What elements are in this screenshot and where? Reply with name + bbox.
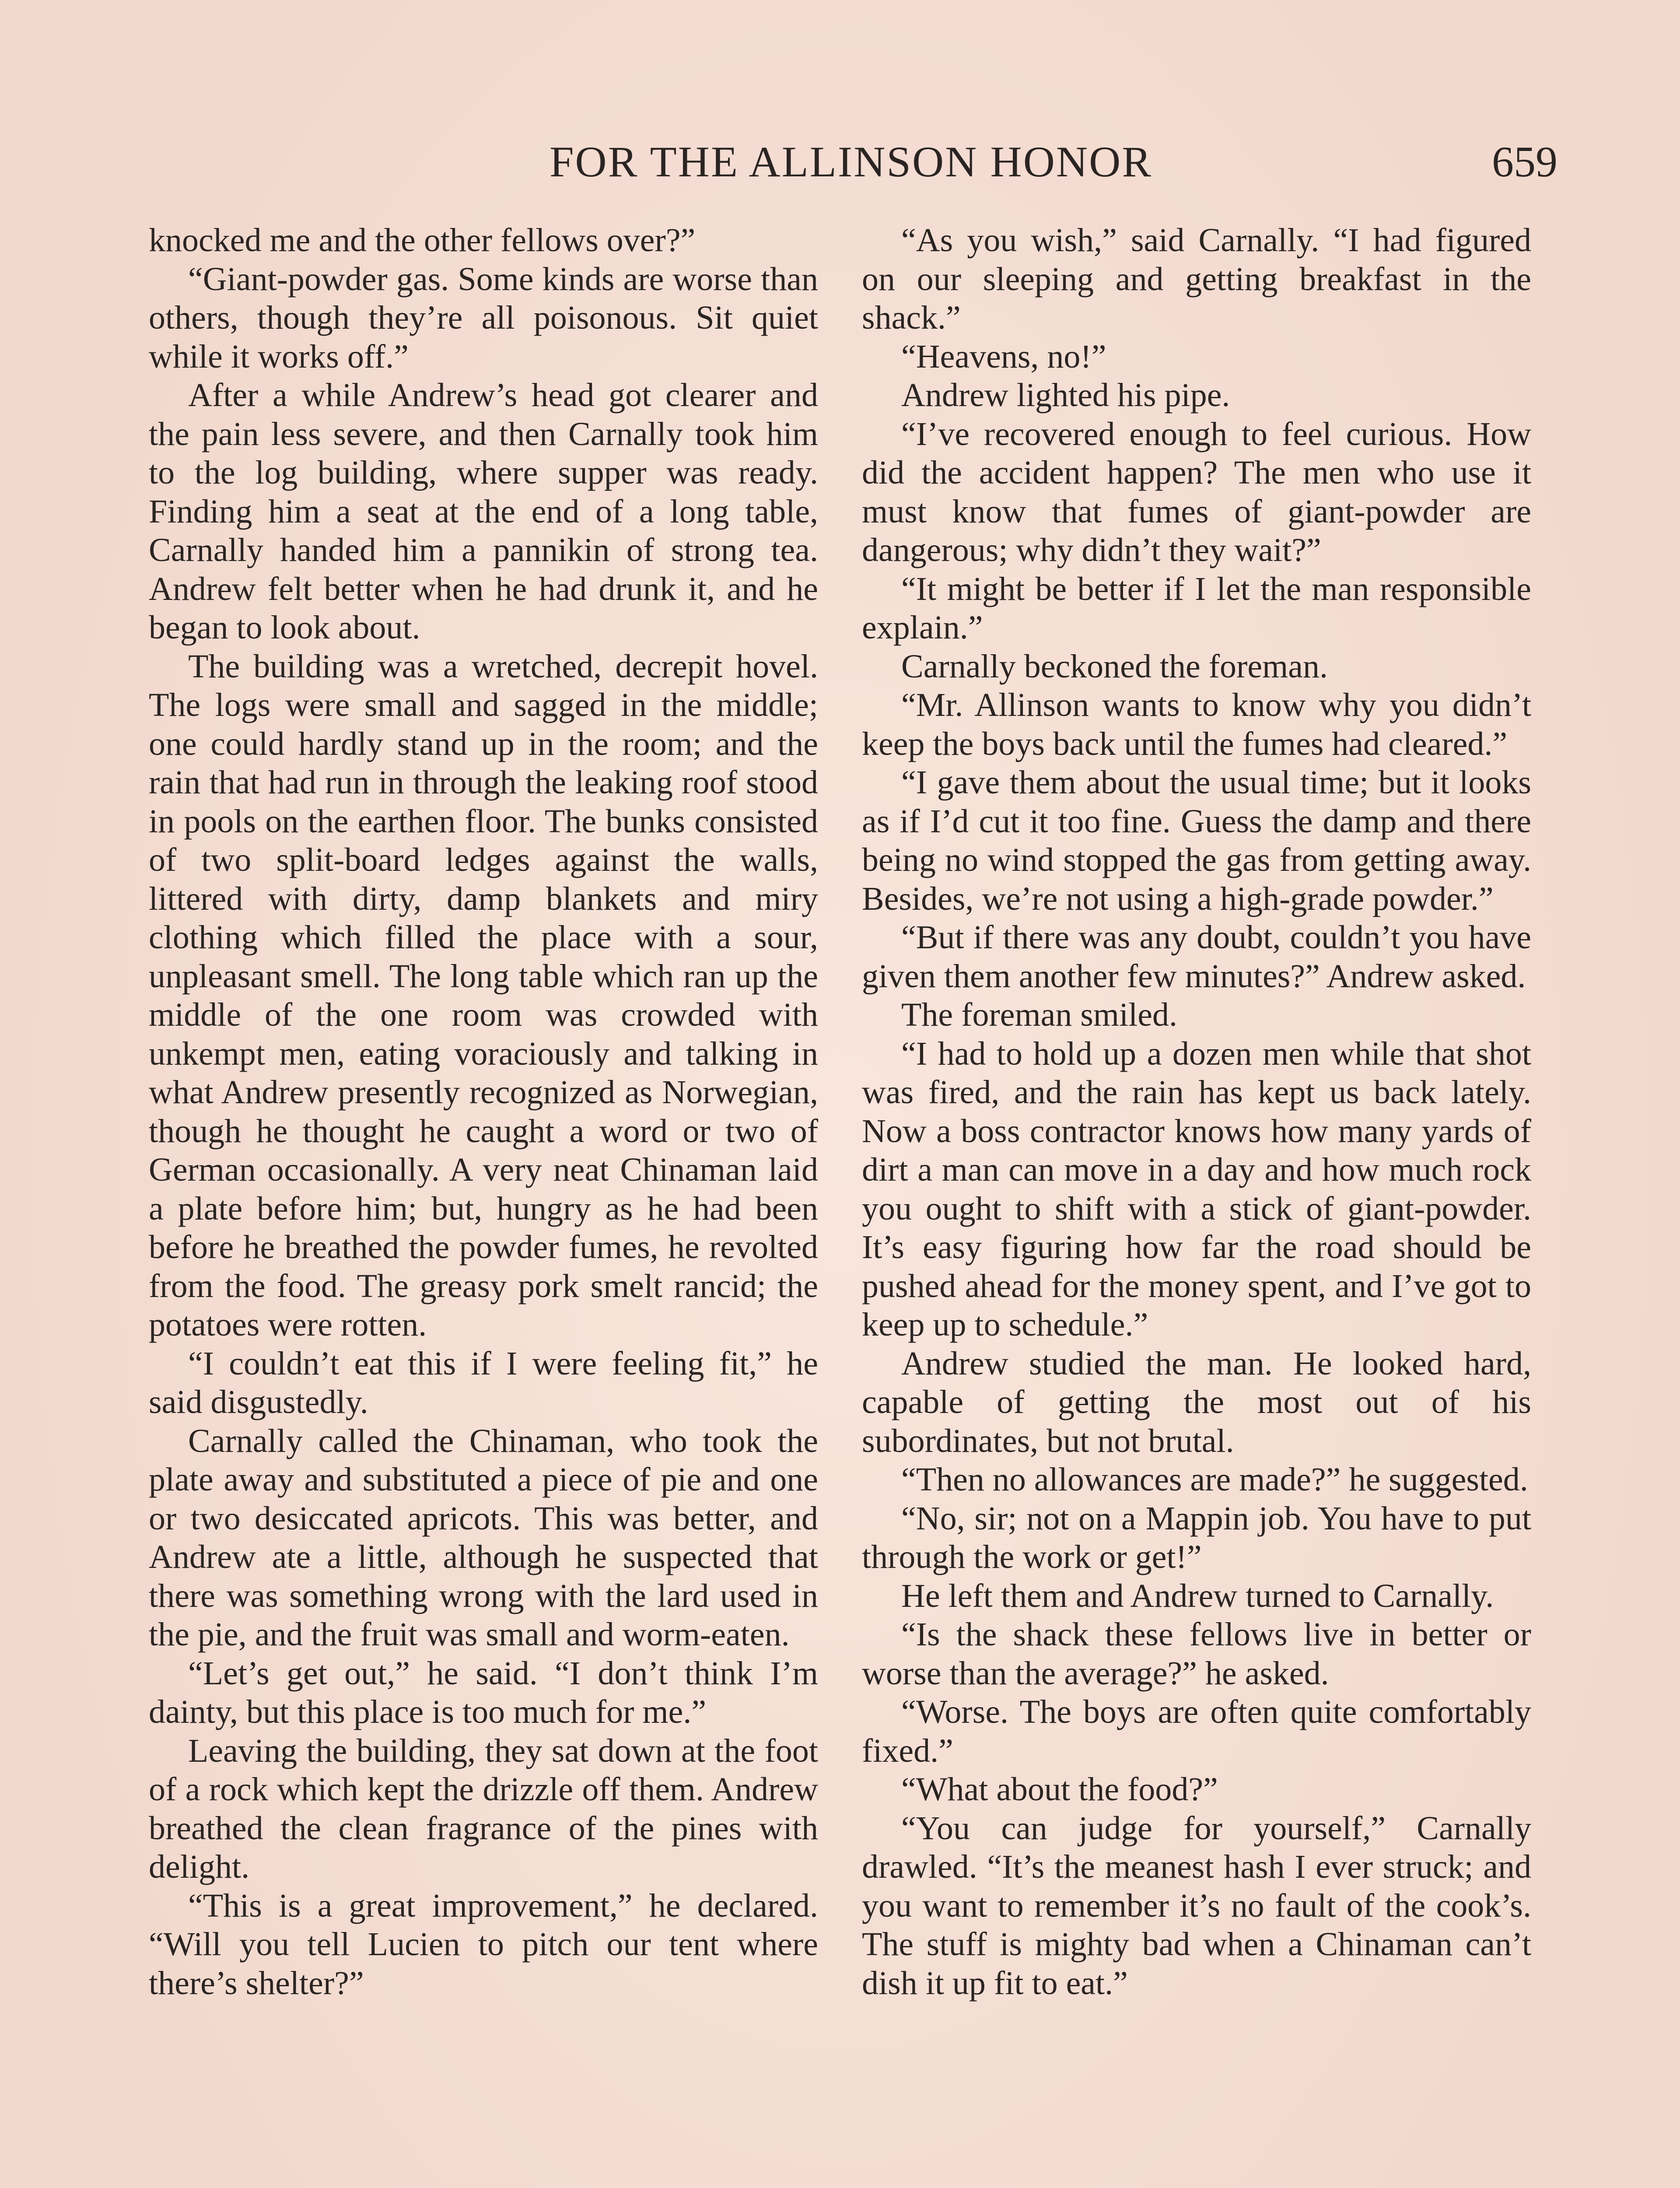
- page-number: 659: [1492, 137, 1558, 186]
- paragraph: “Worse. The boys are often quite comfortably fixed.”: [862, 1694, 1531, 1769]
- paragraph: Andrew studied the man. He looked hard, capable of getting the most out of his subordinates, but not brutal.: [862, 1345, 1531, 1459]
- paragraph: The foreman smiled.: [901, 996, 1178, 1033]
- running-title: FOR THE ALLINSON HONOR: [549, 137, 1153, 186]
- paragraph: “But if there was any doubt, couldn’t you have given them another few minutes?” Andrew asked.: [862, 919, 1531, 995]
- paragraph: Carnally beckoned the foreman.: [901, 648, 1328, 685]
- paragraph: “As you wish,” said Carnally. “I had figured on our sleeping and getting breakfast in the shack.”: [862, 222, 1531, 336]
- paragraph: “Is the shack these fellows live in better or worse than the average?” he asked.: [862, 1616, 1531, 1692]
- paragraph: “I’ve recovered enough to feel curious. How did the accident happen? The men who use it must know that fumes of giant-powder are dangerous; why didn’t they wait?”: [862, 415, 1531, 568]
- paragraph: “This is a great improvement,” he declared. “Will you tell Lucien to pitch our tent where there’s shelter?”: [149, 1887, 818, 2002]
- paragraph: “No, sir; not on a Mappin job. You have to put through the work or get!”: [862, 1500, 1531, 1575]
- paragraph: “It might be better if I let the man responsible explain.”: [862, 570, 1531, 646]
- paragraph: “Giant-powder gas. Some kinds are worse than others, though they’re all poisonous. Sit quiet while it works off.”: [149, 260, 818, 375]
- paragraph: “I couldn’t eat this if I were feeling fit,” he said disgustedly.: [149, 1345, 818, 1420]
- paragraph: He left them and Andrew turned to Carnally.: [901, 1577, 1494, 1614]
- paragraph: Leaving the building, they sat down at the foot of a rock which kept the drizzle off them. Andrew breathed the clean fragrance of the pines with delight.: [149, 1732, 818, 1885]
- paragraph: “I gave them about the usual time; but it looks as if I’d cut it too fine. Guess the damp and there being no wind stopped the gas from getting away. Besides, we’re not using a high-grade powder.”: [862, 764, 1531, 917]
- paragraph: The building was a wretched, decrepit hovel. The logs were small and sagged in the middle; one could hardly stand up in the room; and the rain that had run in through the leaking roof stood in pools on the earthen floor. The bunks consisted of two split-board ledges against the walls, littered with dirty, damp blankets and miry clothing which filled the place with a sour, unpleasant smell. The long table which ran up the middle of the one room was crowded with unkempt men, eating voraciously and talking in what Andrew presently recognized as Norwegian, though he thought he caught a word or two of German occasionally. A very neat Chinaman laid a plate before him; but, hungry as he had been before he breathed the powder fumes, he revolted from the food. The greasy pork smelt rancid; the potatoes were rotten.: [149, 648, 818, 1343]
- paragraph: “Then no allowances are made?” he suggested.: [901, 1461, 1528, 1498]
- left-text-column: [149, 221, 818, 2002]
- paragraph: After a while Andrew’s head got clearer and the pain less severe, and then Carnally took him to the log building, where supper was ready. Finding him a seat at the end of a long table, Carnally handed him a pannikin of strong tea. Andrew felt better when he had drunk it, and he began to look about.: [149, 377, 818, 646]
- paragraph: “I had to hold up a dozen men while that shot was fired, and the rain has kept us back lately. Now a boss contractor knows how many yards of dirt a man can move in a day and how much rock you ought to shift with a stick of giant-powder. It’s easy figuring how far the road should be pushed ahead for the money spent, and I’ve got to keep up to schedule.”: [862, 1035, 1531, 1343]
- page-header: [144, 131, 1558, 193]
- paragraph: Andrew lighted his pipe.: [901, 377, 1230, 414]
- paragraph: Carnally called the Chinaman, who took the plate away and substituted a piece of pie and one or two desiccated apricots. This was better, and Andrew ate a little, although he suspected that there was something wrong with the lard used in the pie, and the fruit was small and worm-eaten.: [149, 1422, 818, 1653]
- right-text-column: [862, 221, 1531, 2002]
- paragraph: “You can judge for yourself,” Carnally drawled. “It’s the meanest hash I ever struck; and you want to remember it’s no fault of the cook’s. The stuff is mighty bad when a Chinaman can’t dish it up fit to eat.”: [862, 1809, 1531, 2002]
- paragraph: “Let’s get out,” he said. “I don’t think I’m dainty, but this place is too much for me.”: [149, 1655, 818, 1730]
- paragraph: “Heavens, no!”: [901, 338, 1106, 375]
- paragraph: “Mr. Allinson wants to know why you didn’t keep the boys back until the fumes had cleared.”: [862, 687, 1531, 762]
- paragraph: “What about the food?”: [901, 1771, 1218, 1808]
- paragraph: knocked me and the other fellows over?”: [149, 222, 696, 259]
